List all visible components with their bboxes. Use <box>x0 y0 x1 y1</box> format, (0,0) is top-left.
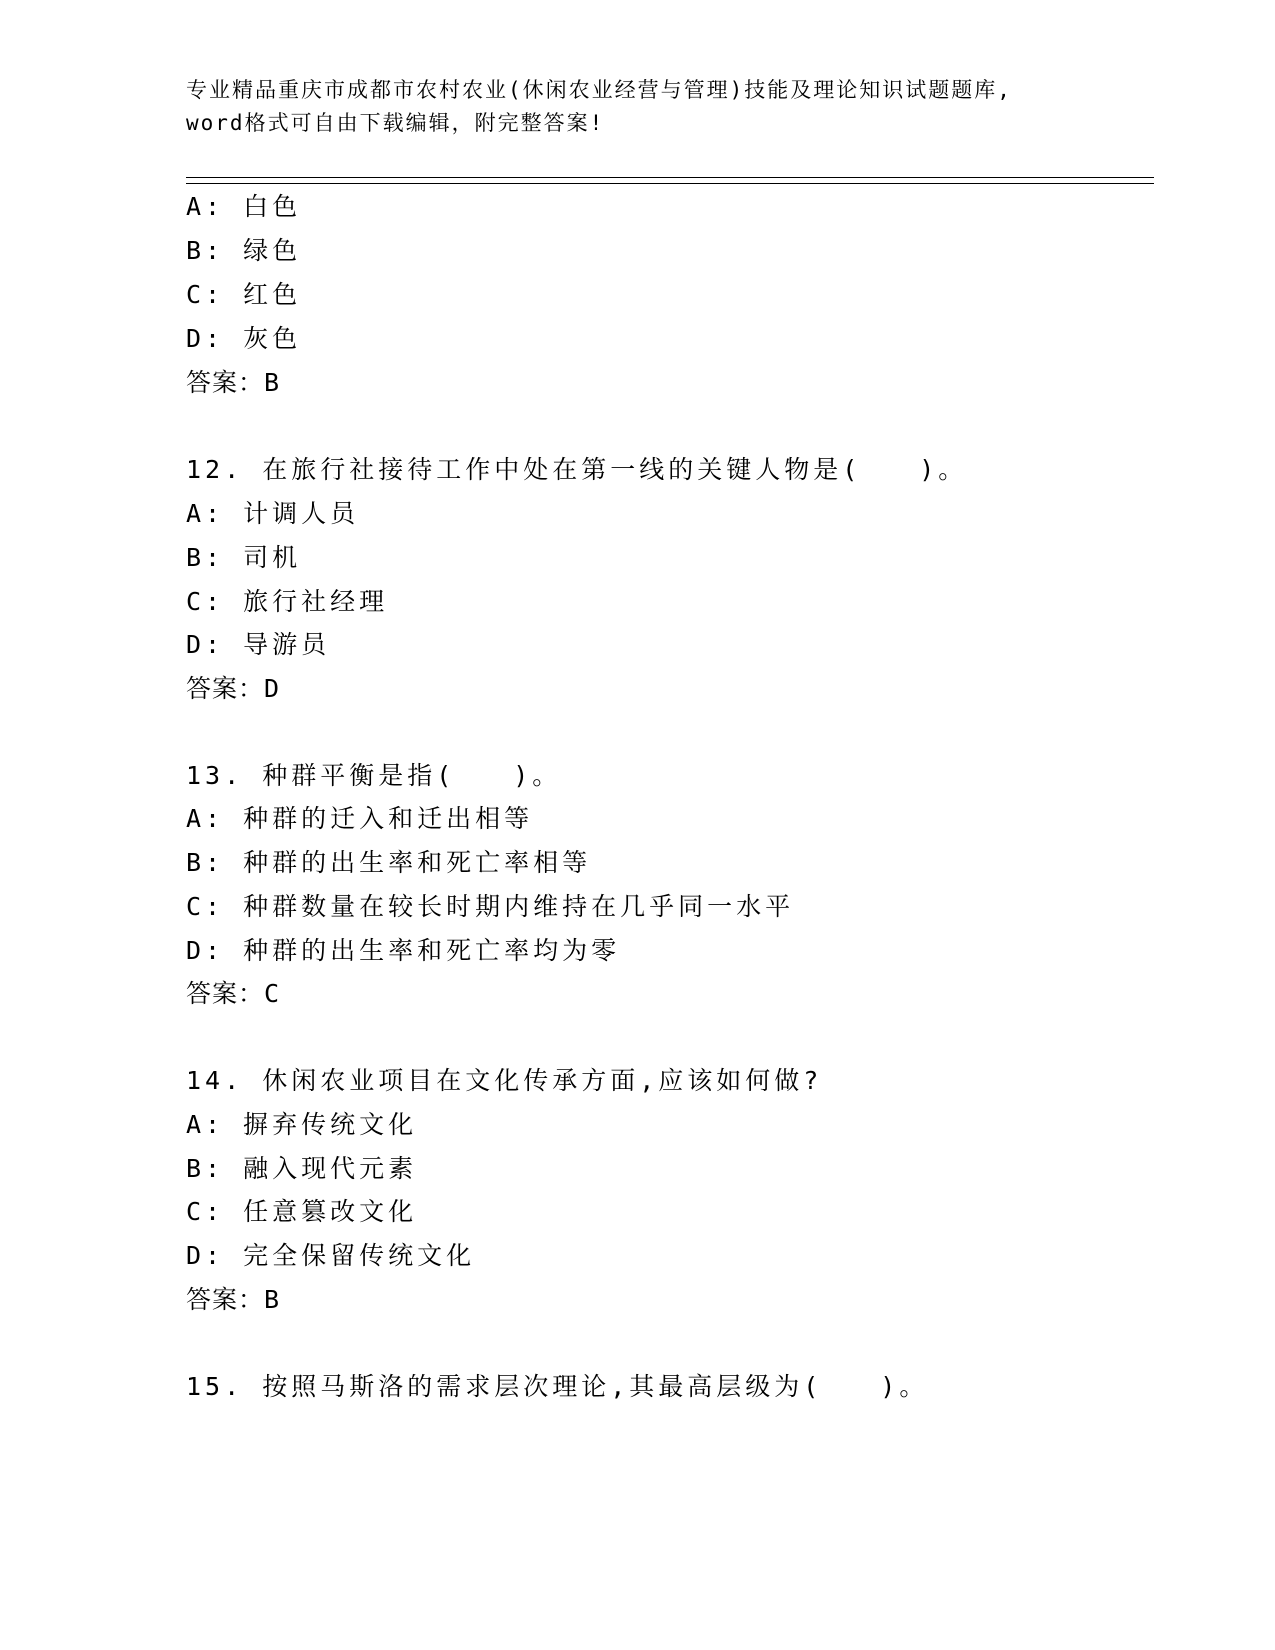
q13-option-b: B: 种群的出生率和死亡率相等 <box>186 848 592 877</box>
q14-answer <box>186 1285 280 1315</box>
q14-answer-value: B <box>264 1285 281 1314</box>
q11-option-b: B: 绿色 <box>186 236 302 265</box>
q13-option-c: C: 种群数量在较长时期内维持在几乎同一水平 <box>186 892 795 921</box>
q14-option-a: A: 摒弃传统文化 <box>186 1110 418 1139</box>
q11-answer-value: B <box>264 368 281 397</box>
q12-answer <box>186 674 280 704</box>
q12-answer-value: D <box>264 674 281 703</box>
q15-question: 15. 按照马斯洛的需求层次理论,其最高层级为( )。 <box>186 1372 929 1401</box>
q11-option-c: C: 红色 <box>186 280 302 309</box>
q12-option-a: A: 计调人员 <box>186 499 360 528</box>
q13-option-a: A: 种群的迁入和迁出相等 <box>186 804 534 833</box>
q11-answer <box>186 368 280 398</box>
q14-option-d: D: 完全保留传统文化 <box>186 1241 476 1270</box>
header-title-line-1: 专业精品重庆市成都市农村农业(休闲农业经营与管理)技能及理论知识试题题库, <box>186 78 1012 102</box>
header-divider-thin <box>186 177 1154 178</box>
q13-answer-value: C <box>264 979 281 1008</box>
q13-question: 13. 种群平衡是指( )。 <box>186 761 562 790</box>
answer-label: 答案： <box>186 368 265 397</box>
q14-option-c: C: 任意篡改文化 <box>186 1197 418 1226</box>
q11-option-d: D: 灰色 <box>186 324 302 353</box>
q12-option-b: B: 司机 <box>186 543 302 572</box>
q12-option-d: D: 导游员 <box>186 630 331 659</box>
q13-answer <box>186 979 280 1009</box>
answer-label: 答案： <box>186 979 265 1008</box>
document-header <box>186 74 1166 140</box>
q11-option-a: A: 白色 <box>186 192 302 221</box>
header-divider-thick <box>186 183 1154 184</box>
answer-label: 答案： <box>186 1285 265 1314</box>
header-title-line-2: word格式可自由下载编辑，附完整答案! <box>186 111 605 135</box>
q14-option-b: B: 融入现代元素 <box>186 1154 418 1183</box>
q14-question: 14. 休闲农业项目在文化传承方面,应该如何做? <box>186 1066 823 1095</box>
q13-option-d: D: 种群的出生率和死亡率均为零 <box>186 936 621 965</box>
q12-question: 12. 在旅行社接待工作中处在第一线的关键人物是( )。 <box>186 455 968 484</box>
answer-label: 答案： <box>186 674 265 703</box>
q12-option-c: C: 旅行社经理 <box>186 587 389 616</box>
